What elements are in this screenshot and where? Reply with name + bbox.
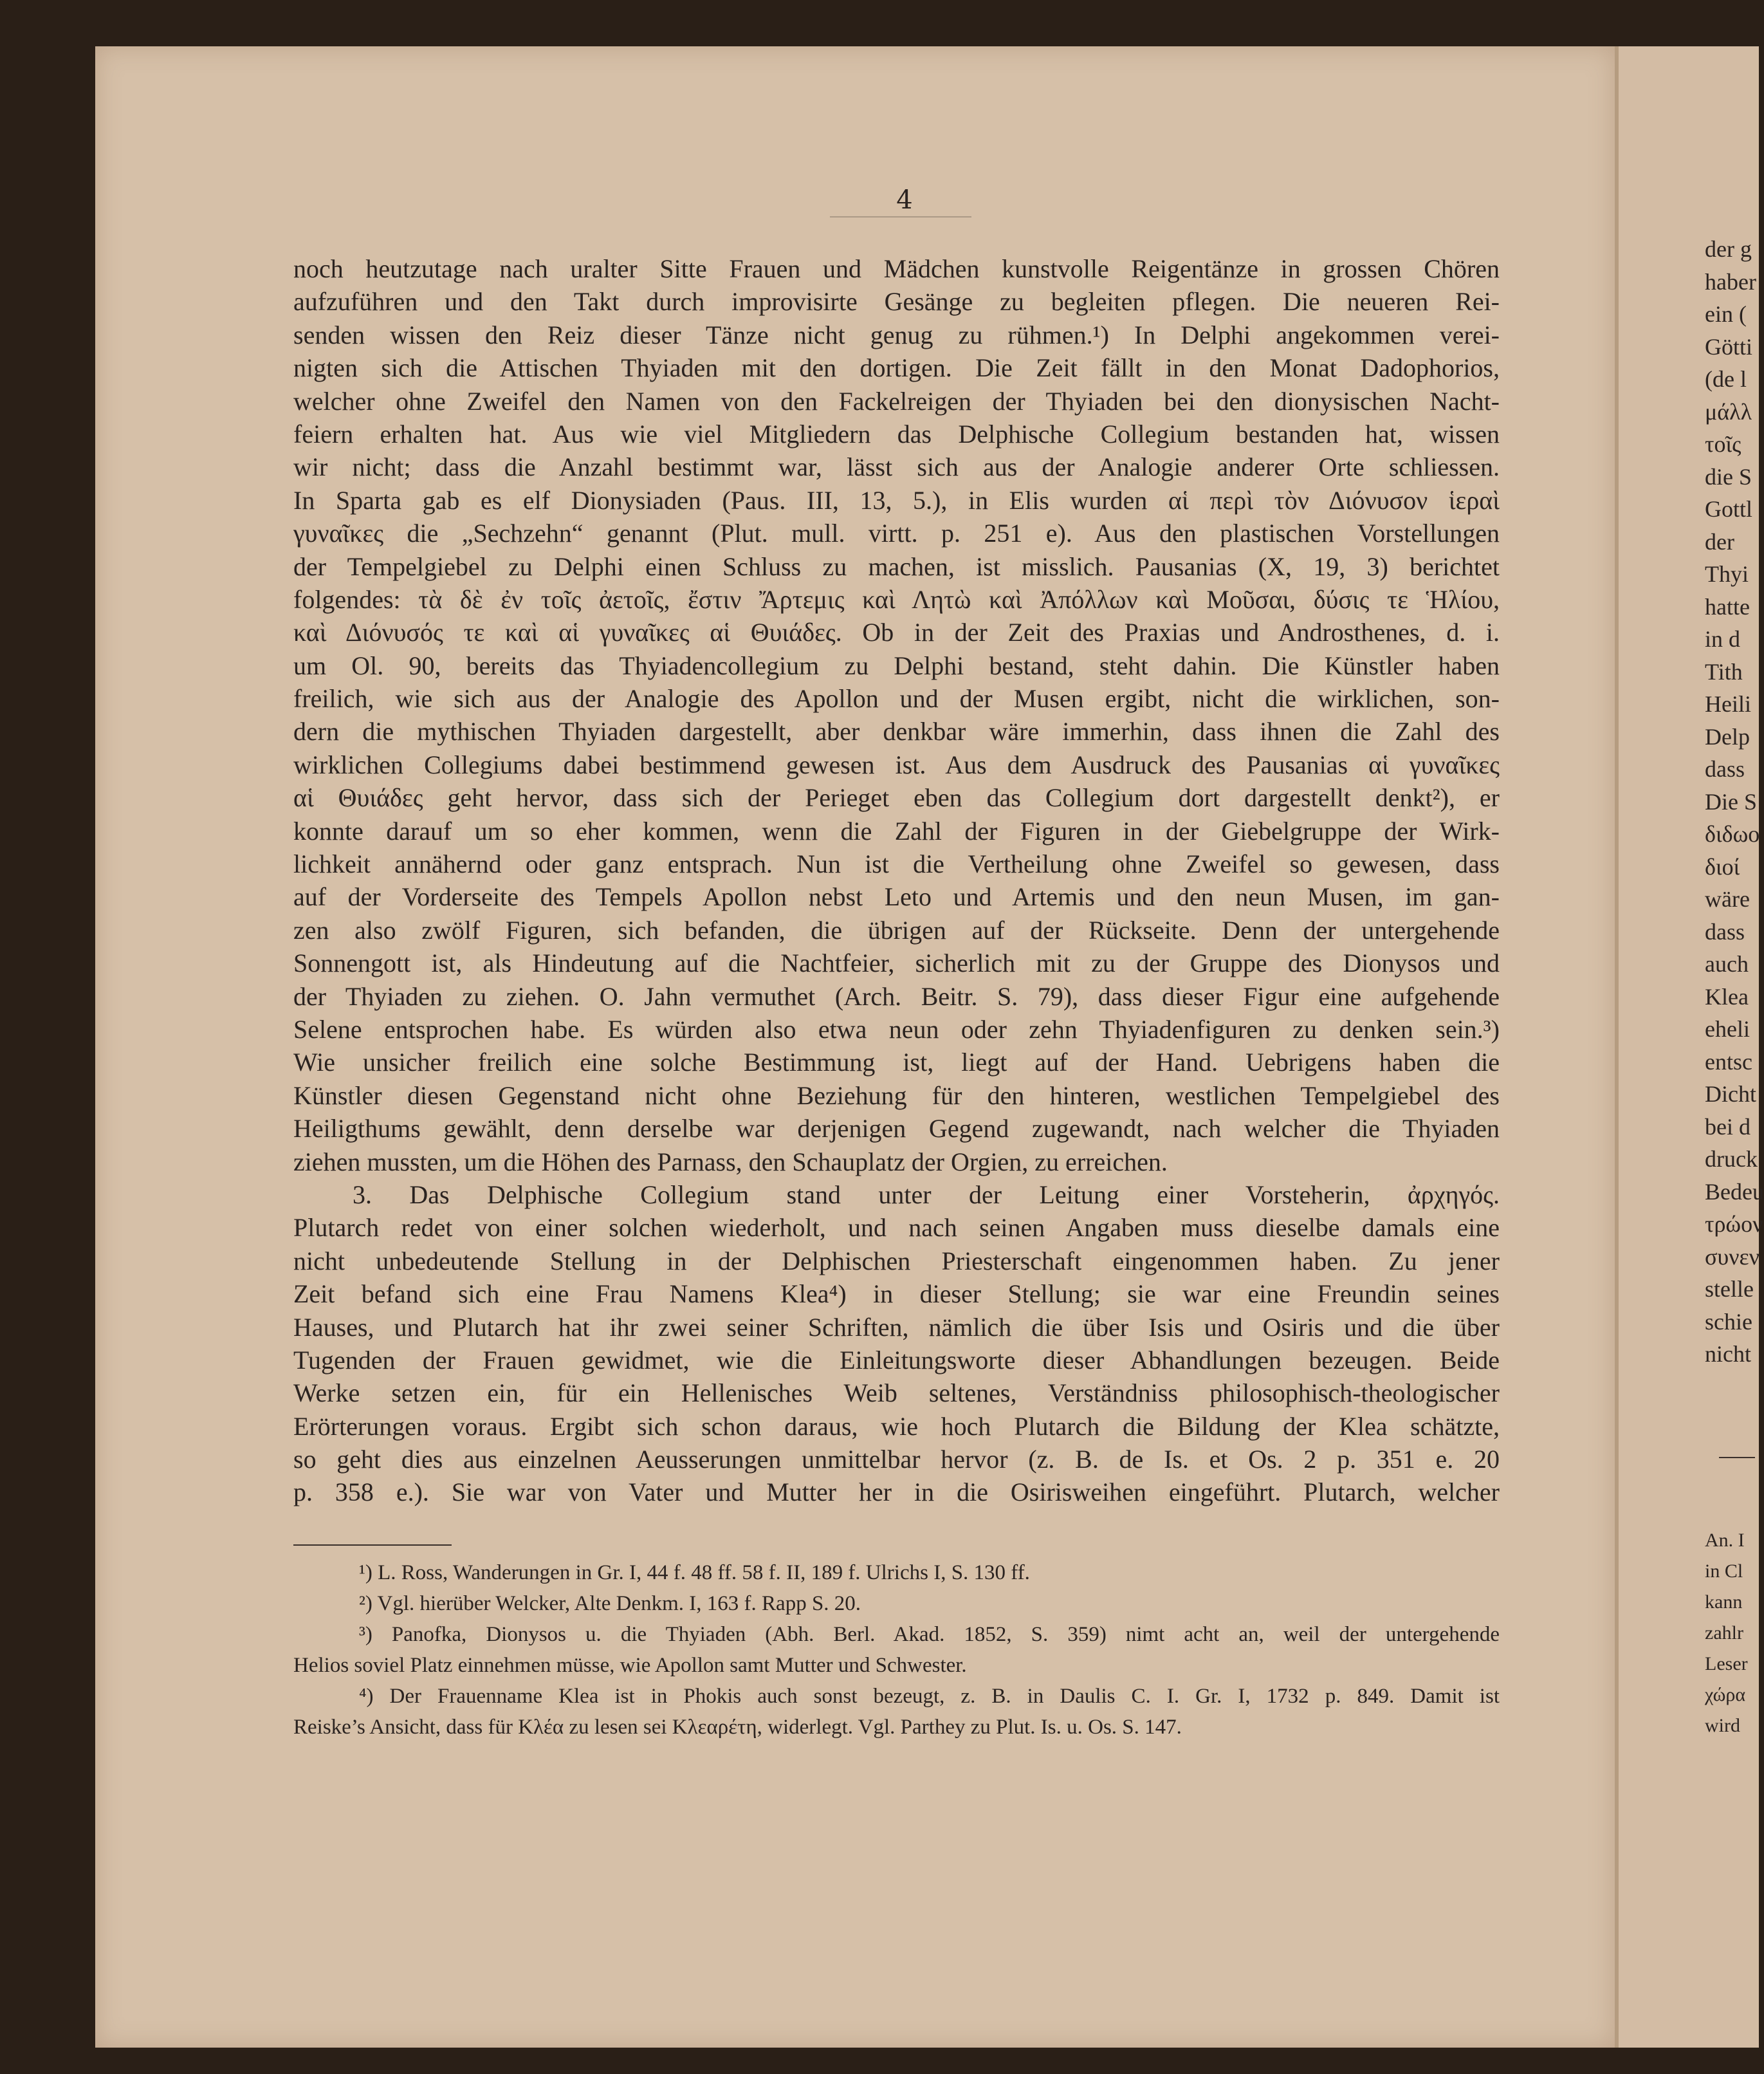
footnote-3-continued: Helios soviel Platz einnehmen müsse, wie Apollon samt Mutter und Schwester. — [293, 1654, 967, 1677]
footnote-4-continued: Reiske’s Ansicht, dass für Κλέα zu lesen sei Κλεαρέτη, widerlegt. Vgl. Parthey zu Plut. Is. u. Os. S. 147. — [293, 1716, 1182, 1739]
facing-text-fragment: διοί — [1705, 853, 1740, 880]
text-line: folgendes: τὰ δὲ ἐν τοῖς ἀετοῖς, ἔστιν Ἄρτεμις καὶ Λητὼ καὶ Ἀπόλλων καὶ Μοῦσαι, δύσις τε Ἡλίου, — [293, 584, 1500, 614]
text-line: Tugenden der Frauen gewidmet, wie die Einleitungsworte dieser Abhandlungen bezeugen. Beide — [293, 1345, 1500, 1375]
text-line: Werke setzen ein, für ein Hellenisches Weib seltenes, Verständniss philosophisch-theologischer — [293, 1378, 1500, 1408]
text-line: um Ol. 90, bereits das Thyiadencollegium zu Delphi bestand, steht dahin. Die Künstler haben — [293, 651, 1500, 680]
footnote-4: ⁴) Der Frauenname Klea ist in Phokis auch sonst bezeugt, z. B. in Daulis C. I. Gr. I, 1732 p. 849. Damit ist — [359, 1685, 1500, 1708]
text-line: αἱ Θυιάδες geht hervor, dass sich der Perieget eben das Collegium dort dargestellt denkt²), er — [293, 783, 1500, 813]
page-number: 4 — [896, 185, 913, 215]
text-line: der Thyiaden zu ziehen. O. Jahn vermuthet (Arch. Beitr. S. 79), dass dieser Figur eine aufgehende — [293, 981, 1500, 1011]
facing-text-fragment: in d — [1705, 626, 1741, 652]
text-line: wirklichen Collegiums dabei bestimmend gewesen ist. Aus dem Ausdruck des Pausanias αἱ γυναῖκες — [293, 750, 1500, 779]
facing-text-fragment: der g — [1705, 236, 1752, 262]
page-number-rule — [830, 216, 971, 218]
text-line: auf der Vorderseite des Tempels Apollon nebst Leto und Artemis und den neun Musen, im gan- — [293, 882, 1500, 912]
facing-text-fragment: auch — [1705, 951, 1749, 977]
facing-text-fragment: μάλλ — [1705, 398, 1752, 425]
facing-text-fragment: nicht — [1705, 1341, 1751, 1367]
text-line: nigten sich die Attischen Thyiaden mit den dortigen. Die Zeit fällt in den Monat Dadophorios, — [293, 353, 1500, 383]
body-text — [293, 252, 1500, 1509]
facing-text-fragment: Götti — [1705, 333, 1753, 360]
facing-footnote-fragment: χώρα — [1705, 1684, 1746, 1705]
text-line: Selene entsprochen habe. Es würden also etwa neun oder zehn Thyiadenfiguren zu denken sein.³) — [293, 1014, 1500, 1044]
text-line: Wie unsicher freilich eine solche Bestimmung ist, liegt auf der Hand. Uebrigens haben die — [293, 1048, 1500, 1077]
facing-text-fragment: Heili — [1705, 691, 1751, 717]
text-line: noch heutzutage nach uralter Sitte Frauen und Mädchen kunstvolle Reigentänze in grossen Chören — [293, 254, 1500, 283]
facing-footnote-fragment: An. I — [1705, 1530, 1745, 1551]
facing-text-fragment: Dicht — [1705, 1081, 1756, 1107]
facing-text-fragment: τρώον — [1705, 1211, 1763, 1237]
text-line: feiern erhalten hat. Aus wie viel Mitgliedern das Delphische Collegium bestanden hat, wissen — [293, 419, 1500, 449]
facing-text-fragment: Tith — [1705, 658, 1743, 685]
text-line: welcher ohne Zweifel den Namen von den Fackelreigen der Thyiaden bei den dionysischen Nacht- — [293, 386, 1500, 416]
facing-footnote-fragment: wird — [1705, 1715, 1740, 1736]
text-line: zen also zwölf Figuren, sich befanden, die übrigen auf der Rückseite. Denn der untergehende — [293, 915, 1500, 945]
text-line: Plutarch redet von einer solchen wiederholt, und nach seinen Angaben muss dieselbe damals eine — [293, 1213, 1500, 1243]
facing-text-fragment: druck — [1705, 1146, 1758, 1172]
text-line: Heiligthums gewählt, denn derselbe war derjenigen Gegend zugewandt, nach welcher die Thyiaden — [293, 1114, 1500, 1143]
facing-footnote-fragment: Leser — [1705, 1653, 1748, 1674]
facing-text-fragment: haber — [1705, 268, 1756, 295]
facing-text-fragment: stelle — [1705, 1276, 1754, 1302]
facing-footnote-fragment: kann — [1705, 1591, 1743, 1613]
facing-page-text — [1705, 233, 1764, 1371]
facing-text-fragment: eheli — [1705, 1016, 1750, 1042]
footnote-3: ³) Panofka, Dionysos u. die Thyiaden (Abh. Berl. Akad. 1852, S. 359) nimt acht an, weil der untergehende — [359, 1623, 1500, 1646]
facing-text-fragment: Klea — [1705, 983, 1749, 1010]
text-line: senden wissen den Reiz dieser Tänze nicht genug zu rühmen.¹) In Delphi angekommen verei- — [293, 320, 1500, 349]
facing-footnote-fragment: zahlr — [1705, 1622, 1743, 1643]
text-line: nicht unbedeutende Stellung in der Delphischen Priesterschaft eingenommen haben. Zu jener — [293, 1246, 1500, 1275]
text-line: aufzuführen und den Takt durch improvisirte Gesänge zu begleiten pflegen. Die neueren Rei- — [293, 287, 1500, 317]
text-line: dern die mythischen Thyiaden dargestellt, aber denkbar wäre immerhin, dass ihnen die Zahl des — [293, 717, 1500, 746]
facing-text-fragment: Die S — [1705, 788, 1757, 815]
facing-text-fragment: Delp — [1705, 723, 1750, 750]
footnotes — [293, 1557, 1500, 1743]
facing-text-fragment: διδωο — [1705, 821, 1760, 847]
footnote-rule — [293, 1544, 452, 1546]
facing-footnote-rule — [1719, 1457, 1755, 1458]
facing-text-fragment: τοῖς — [1705, 431, 1741, 457]
facing-text-fragment: wäre — [1705, 886, 1750, 912]
text-line: der Tempelgiebel zu Delphi einen Schluss zu machen, ist misslich. Pausanias (X, 19, 3) berichtet — [293, 551, 1500, 581]
text-line: ziehen mussten, um die Höhen des Parnass, den Schauplatz der Orgien, zu erreichen. — [293, 1147, 1168, 1176]
section-start-line: 3. Das Delphische Collegium stand unter der Leitung einer Vorsteherin, ἀρχηγός. — [353, 1180, 1500, 1209]
text-line: so geht dies aus einzelnen Aeusserungen unmittelbar hervor (z. B. de Is. et Os. 2 p. 351 e. 20 — [293, 1445, 1500, 1474]
text-line: Zeit befand sich eine Frau Namens Klea⁴) in dieser Stellung; sie war eine Freundin seines — [293, 1279, 1500, 1309]
facing-text-fragment: dass — [1705, 756, 1745, 782]
footnote-1: ¹) L. Ross, Wanderungen in Gr. I, 44 f. 48 ff. 58 f. II, 189 f. Ulrichs I, S. 130 ff. — [359, 1561, 1030, 1584]
text-line: γυναῖκες die „Sechzehn“ genannt (Plut. mull. virtt. p. 251 e). Aus den plastischen Vorstellungen — [293, 519, 1500, 548]
text-line: In Sparta gab es elf Dionysiaden (Paus. III, 13, 5.), in Elis wurden αἱ περὶ τὸν Διόνυσον ἱεραὶ — [293, 485, 1500, 515]
facing-text-fragment: Bedeu — [1705, 1178, 1764, 1205]
facing-text-fragment: die S — [1705, 463, 1752, 490]
facing-text-fragment: συνεν — [1705, 1243, 1759, 1270]
facing-page-footnotes — [1705, 1525, 1756, 1741]
text-line: Sonnengott ist, als Hindeutung auf die Nachtfeier, sicherlich mit zu der Gruppe des Dionysos und — [293, 949, 1500, 978]
text-line: lichkeit annähernd oder ganz entsprach. Nun ist die Vertheilung ohne Zweifel so gewesen, dass — [293, 849, 1500, 879]
facing-text-fragment: ein ( — [1705, 301, 1747, 327]
text-line: Hauses, und Plutarch hat ihr zwei seiner Schriften, nämlich die über Isis und Osiris und die über — [293, 1312, 1500, 1342]
facing-text-fragment: bei d — [1705, 1113, 1750, 1140]
text-line: καὶ Διόνυσός τε καὶ αἱ γυναῖκες αἱ Θυιάδες. Ob in der Zeit des Praxias und Androsthenes, d. i. — [293, 618, 1500, 647]
footnote-2: ²) Vgl. hierüber Welcker, Alte Denkm. I, 163 f. Rapp S. 20. — [359, 1592, 861, 1615]
text-line: konnte darauf um so eher kommen, wenn die Zahl der Figuren in der Giebelgruppe der Wirk- — [293, 816, 1500, 846]
facing-text-fragment: entsc — [1705, 1048, 1752, 1075]
facing-text-fragment: hatte — [1705, 593, 1750, 620]
facing-text-fragment: Gottl — [1705, 496, 1753, 522]
text-line: freilich, wie sich aus der Analogie des Apollon und der Musen ergibt, nicht die wirklichen, son- — [293, 684, 1500, 714]
facing-text-fragment: schie — [1705, 1308, 1752, 1335]
facing-footnote-fragment: in Cl — [1705, 1560, 1743, 1582]
facing-text-fragment: dass — [1705, 918, 1745, 945]
facing-text-fragment: Thyi — [1705, 561, 1749, 587]
text-line: Erörterungen voraus. Ergibt sich schon daraus, wie hoch Plutarch die Bildung der Klea schätzte, — [293, 1411, 1500, 1441]
text-line: Künstler diesen Gegenstand nicht ohne Beziehung für den hinteren, westlichen Tempelgiebel des — [293, 1080, 1500, 1110]
facing-text-fragment: (de l — [1705, 366, 1747, 392]
text-line: p. 358 e.). Sie war von Vater und Mutter her in die Osirisweihen eingeführt. Plutarch, welcher — [293, 1477, 1500, 1507]
text-line: wir nicht; dass die Anzahl bestimmt war, lässt sich aus der Analogie anderer Orte schliessen. — [293, 452, 1500, 482]
facing-text-fragment: der — [1705, 528, 1734, 555]
